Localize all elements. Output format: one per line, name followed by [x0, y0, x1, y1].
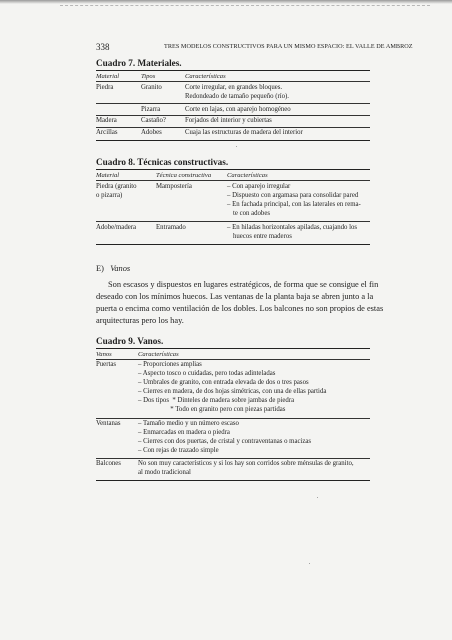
- cuadro9-header-rule: [96, 359, 370, 360]
- cuadro9-bottom-rule: [96, 480, 370, 481]
- section-heading: [96, 263, 130, 275]
- running-head: TRES MODELOS CONSTRUCTIVOS PARA UN MISMO ESPACIO: EL VALLE DE AMBROZ: [164, 43, 413, 50]
- cuadro7-header-rule: [96, 81, 370, 82]
- table-cell: Forjados del interior y cubiertas: [185, 117, 272, 124]
- table-cell: te con adobes: [233, 210, 270, 217]
- page-number: 338: [96, 42, 110, 52]
- paragraph-line: arquitecturas pero los hay.: [96, 316, 184, 325]
- paragraph-line: deseado con los mínimos huecos. Las ventanas de la planta baja se abren junto a la: [96, 292, 374, 301]
- scan-shadow-top: [0, 0, 452, 4]
- table-cell: Piedra: [96, 84, 114, 91]
- table-cell: Ventanas: [96, 420, 121, 427]
- scan-edge-line: [60, 5, 430, 6]
- table-cell: Arcillas: [96, 129, 118, 136]
- section-title: Vanos: [110, 264, 131, 273]
- cuadro9-top-rule: [96, 348, 370, 349]
- cuadro8-title: Técnicas constructivas.: [137, 157, 229, 167]
- cuadro9-row-rule: [96, 418, 370, 419]
- table-cell: Pizarra: [141, 106, 161, 113]
- cuadro8-label: Cuadro 8.: [96, 157, 136, 167]
- table-cell: o pizarra): [96, 192, 123, 199]
- table-cell: – Aspecto tosco o cuidadas, pero todas adinteladas: [138, 370, 276, 377]
- cuadro8-bottom-rule: [96, 244, 370, 245]
- cuadro7-row-rule: [96, 103, 370, 104]
- cuadro7-label: Cuadro 7.: [96, 58, 136, 68]
- table-cell: Redondeado de tamaño pequeño (río).: [185, 93, 289, 100]
- cuadro7-header-material: Material: [96, 73, 120, 80]
- scan-speck: [317, 497, 318, 498]
- cuadro9-caption: [96, 336, 163, 346]
- scan-speck: [236, 146, 237, 147]
- table-cell: – Cierres con dos puertas, de cristal y contraventanas o macizas: [138, 438, 312, 445]
- table-cell: Mampostería: [156, 183, 192, 190]
- cuadro7-top-rule: [96, 70, 370, 71]
- paragraph-line: Son escasos y dispuestos en lugares estratégicos, de forma que se consigue el fin: [108, 280, 379, 289]
- cuadro7-header-tipos: Tipos: [141, 73, 156, 80]
- table-cell: Castaño?: [141, 117, 166, 124]
- table-cell: Adobe/madera: [96, 224, 137, 231]
- cuadro7-caption: [96, 58, 182, 68]
- table-cell: – Enmarcadas en madera o piedra: [138, 429, 230, 436]
- paragraph-line: puerta o encima como ventilación de los dobles. Los balcones no son propios de estas: [96, 304, 384, 313]
- table-cell: – Cierres en madera, de dos hojas simétricas, con una de ellas partida: [138, 388, 327, 395]
- table-cell: Balcones: [96, 460, 121, 467]
- cuadro9-label: Cuadro 9.: [96, 336, 136, 346]
- section-letter: E): [96, 264, 104, 273]
- cuadro7-row-rule: [96, 115, 370, 116]
- table-cell: Madera: [96, 117, 117, 124]
- table-cell: Piedra (granito: [96, 183, 137, 190]
- table-cell: – En hiladas horizontales apiladas, cuajando los: [227, 224, 358, 231]
- table-cell: – Con aparejo irregular: [227, 183, 291, 190]
- cuadro9-header-vanos: Vanos: [96, 351, 112, 358]
- cuadro8-header-rule: [96, 180, 370, 181]
- cuadro7-bottom-rule: [96, 140, 370, 141]
- table-cell: huecos entre maderos: [233, 233, 292, 240]
- cuadro8-header-caracteristicas: Características: [227, 172, 268, 179]
- table-cell: – Dispuesto con argamasa para consolidar pared: [227, 192, 359, 199]
- table-cell: – Tamaño medio y un número escaso: [138, 420, 239, 427]
- cuadro8-top-rule: [96, 169, 370, 170]
- cuadro7-title: Materiales.: [137, 58, 182, 68]
- cuadro8-caption: [96, 157, 228, 167]
- cuadro8-header-tecnica: Técnica constructiva: [156, 172, 212, 179]
- table-cell: No son muy característicos y si los hay son corridos sobre ménsulas de granito,: [138, 460, 354, 467]
- table-cell: – Dos tipos * Dinteles de madera sobre jambas de piedra: [138, 397, 295, 404]
- table-cell: Puertas: [96, 361, 117, 368]
- table-cell: al modo tradicional: [138, 469, 191, 476]
- table-cell: – Umbrales de granito, con entrada elevada de dos o tres pasos: [138, 379, 309, 386]
- scan-speck: [309, 563, 310, 564]
- table-cell: Granito: [141, 84, 162, 91]
- table-cell: Adobes: [141, 129, 162, 136]
- cuadro9-row-rule: [96, 458, 370, 459]
- cuadro9-title: Vanos.: [137, 336, 164, 346]
- table-cell: Corte en lajas, con aparejo homogéneo: [185, 106, 291, 113]
- table-cell: – Con rejas de trazado simple: [138, 447, 219, 454]
- cuadro7-header-caracteristicas: Características: [185, 73, 226, 80]
- cuadro9-header-caracteristicas: Características: [138, 351, 179, 358]
- cuadro8-header-material: Material: [96, 172, 120, 179]
- table-cell: Entramado: [156, 224, 186, 231]
- table-cell: – Proporciones amplias: [138, 361, 202, 368]
- table-cell: * Todo en granito pero con piezas partidas: [138, 406, 286, 413]
- table-cell: Corte irregular, en grandes bloques.: [185, 84, 283, 91]
- table-cell: – En fachada principal, con las laterales en rema-: [227, 201, 361, 208]
- cuadro8-row-rule: [96, 221, 370, 222]
- table-cell: Cuaja las estructuras de madera del interior: [185, 129, 303, 136]
- cuadro7-row-rule: [96, 127, 370, 128]
